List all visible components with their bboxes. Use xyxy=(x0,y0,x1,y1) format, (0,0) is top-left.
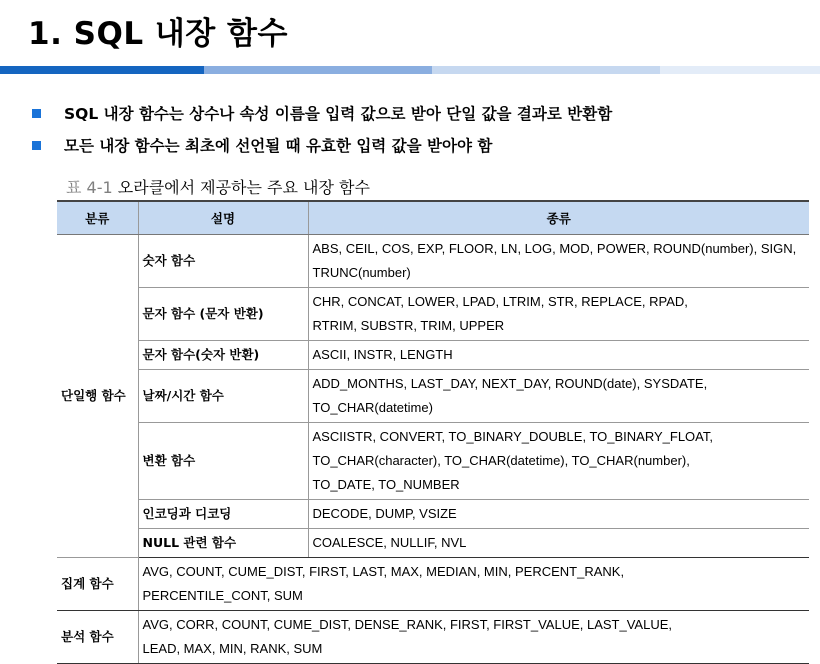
description-cell: 인코딩과 디코딩 xyxy=(138,500,308,529)
bullet-item xyxy=(30,133,612,165)
table-row xyxy=(57,558,809,611)
table-row xyxy=(57,235,809,288)
title-underline-segment xyxy=(432,66,660,74)
table-caption-number: 표 4-1 xyxy=(66,178,113,197)
kinds-line: ASCII, INSTR, LENGTH xyxy=(312,347,453,362)
kinds-line: ASCIISTR, CONVERT, TO_BINARY_DOUBLE, TO_BINARY_FLOAT, xyxy=(312,429,713,444)
table-row xyxy=(57,500,809,529)
kinds-cell xyxy=(138,558,809,611)
kinds-line: LEAD, MAX, MIN, RANK, SUM xyxy=(142,641,323,656)
title-underline-segment xyxy=(660,66,820,74)
kinds-line: CHR, CONCAT, LOWER, LPAD, LTRIM, STR, REPLACE, RPAD, xyxy=(312,294,688,309)
kinds-line: RTRIM, SUBSTR, TRIM, UPPER xyxy=(312,318,505,333)
table-row xyxy=(57,611,809,664)
kinds-line: DECODE, DUMP, VSIZE xyxy=(312,506,457,521)
header-kinds: 종류 xyxy=(308,201,809,235)
kinds-cell xyxy=(138,611,809,664)
title-underline-segment xyxy=(204,66,432,74)
table-caption xyxy=(66,175,370,198)
description-cell: 변환 함수 xyxy=(138,423,308,500)
kinds-cell xyxy=(308,341,809,370)
kinds-line: AVG, COUNT, CUME_DIST, FIRST, LAST, MAX, MEDIAN, MIN, PERCENT_RANK, xyxy=(142,564,625,579)
kinds-line: PERCENTILE_CONT, SUM xyxy=(142,588,303,603)
bullet-text: 모든 내장 함수는 최초에 선언될 때 유효한 입력 값을 받아야 함 xyxy=(64,137,493,155)
category-cell: 단일행 함수 xyxy=(57,235,138,558)
category-cell: 집계 함수 xyxy=(57,558,138,611)
table-header-row xyxy=(57,201,809,235)
header-category: 분류 xyxy=(57,201,138,235)
square-bullet-icon xyxy=(32,109,41,118)
table-row xyxy=(57,529,809,558)
bullet-item xyxy=(30,101,612,133)
table-row xyxy=(57,288,809,341)
kinds-line: COALESCE, NULLIF, NVL xyxy=(312,535,467,550)
kinds-line: AVG, CORR, COUNT, CUME_DIST, DENSE_RANK, FIRST, FIRST_VALUE, LAST_VALUE, xyxy=(142,617,673,632)
description-cell: NULL 관련 함수 xyxy=(138,529,308,558)
kinds-line: TRUNC(number) xyxy=(312,265,411,280)
header-description: 설명 xyxy=(138,201,308,235)
description-cell: 문자 함수(숫자 반환) xyxy=(138,341,308,370)
table-caption-text: 오라클에서 제공하는 주요 내장 함수 xyxy=(117,178,370,197)
kinds-cell xyxy=(308,529,809,558)
kinds-cell xyxy=(308,423,809,500)
bullet-list xyxy=(30,101,612,165)
page-title: 1. SQL 내장 함수 xyxy=(28,16,288,52)
kinds-cell xyxy=(308,235,809,288)
kinds-line: TO_CHAR(character), TO_CHAR(datetime), TO_CHAR(number), xyxy=(312,453,690,468)
table-row xyxy=(57,423,809,500)
description-cell: 숫자 함수 xyxy=(138,235,308,288)
kinds-line: ADD_MONTHS, LAST_DAY, NEXT_DAY, ROUND(date), SYSDATE, xyxy=(312,376,708,391)
kinds-line: TO_DATE, TO_NUMBER xyxy=(312,477,460,492)
kinds-line: TO_CHAR(datetime) xyxy=(312,400,433,415)
kinds-cell xyxy=(308,370,809,423)
table-row xyxy=(57,341,809,370)
kinds-line: ABS, CEIL, COS, EXP, FLOOR, LN, LOG, MOD, POWER, ROUND(number), SIGN, xyxy=(312,241,797,256)
description-cell: 문자 함수 (문자 반환) xyxy=(138,288,308,341)
square-bullet-icon xyxy=(32,141,41,150)
table-row xyxy=(57,370,809,423)
builtin-functions-table xyxy=(57,200,809,664)
title-underline-segment xyxy=(0,66,204,74)
category-cell: 분석 함수 xyxy=(57,611,138,664)
kinds-cell xyxy=(308,288,809,341)
kinds-cell xyxy=(308,500,809,529)
description-cell: 날짜/시간 함수 xyxy=(138,370,308,423)
bullet-text: SQL 내장 함수는 상수나 속성 이름을 입력 값으로 받아 단일 값을 결과로 반환함 xyxy=(64,105,613,123)
